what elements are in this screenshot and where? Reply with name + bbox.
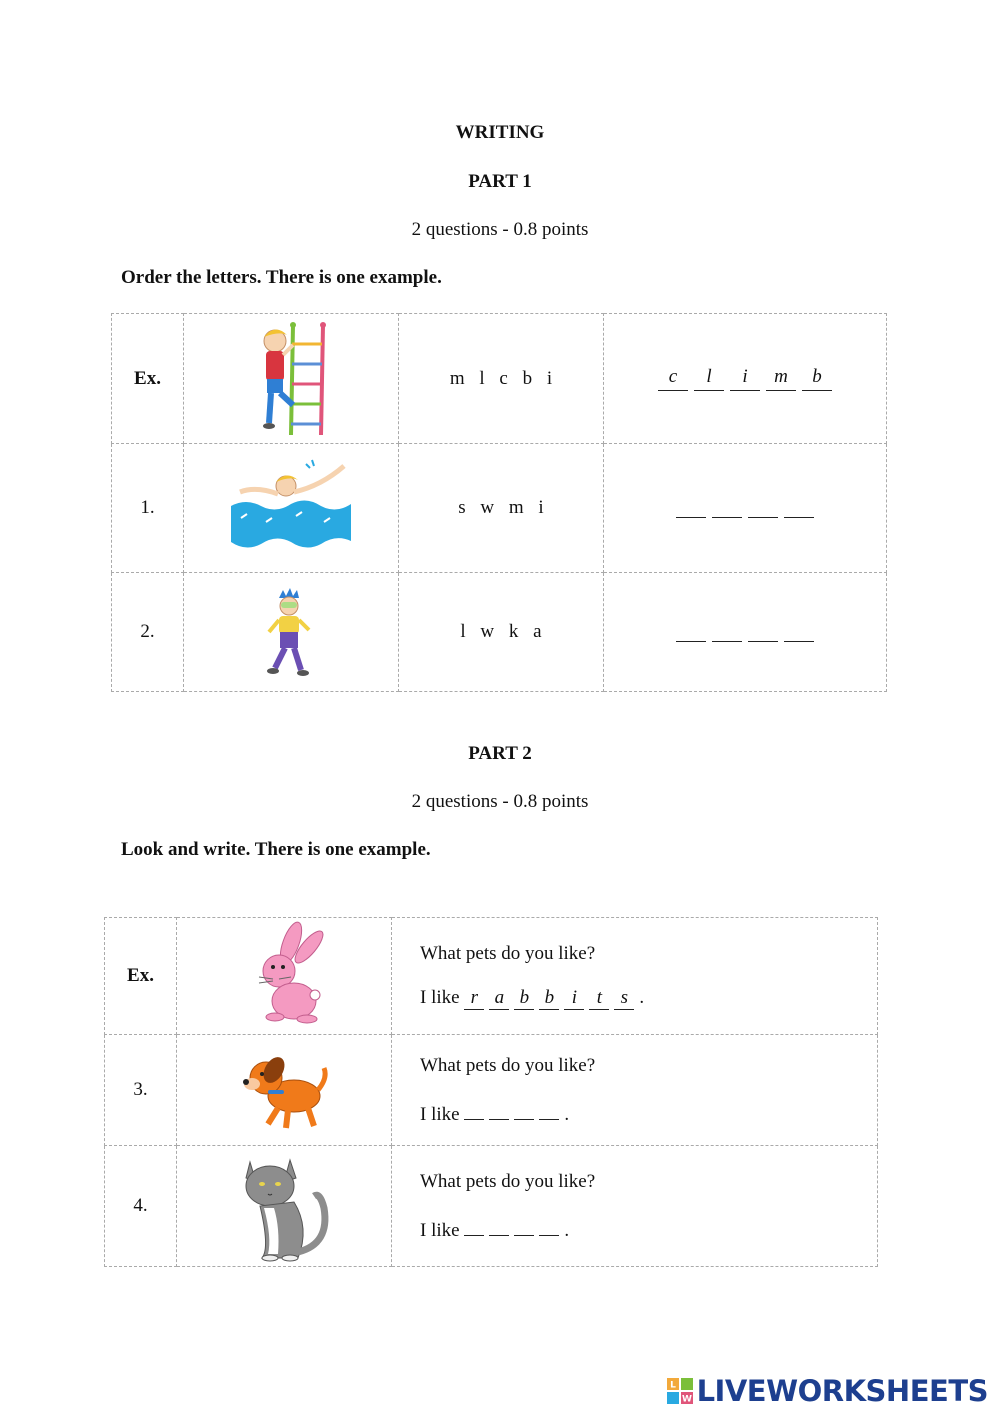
answer-suffix: . bbox=[564, 1103, 570, 1125]
answer-blank[interactable] bbox=[514, 1099, 534, 1120]
answer-blank[interactable] bbox=[489, 1215, 509, 1236]
answer-blank[interactable]: a bbox=[489, 989, 509, 1010]
answer-blanks bbox=[604, 573, 887, 692]
answer-blank[interactable]: l bbox=[694, 366, 724, 391]
row-number: 1. bbox=[112, 444, 184, 573]
question-text: What pets do you like? bbox=[420, 1054, 596, 1076]
answer-blank[interactable] bbox=[514, 1215, 534, 1236]
row-number: 3. bbox=[105, 1035, 177, 1146]
answer-prefix: I like bbox=[420, 1219, 460, 1241]
answer-blank[interactable] bbox=[748, 493, 778, 518]
answer-blank[interactable] bbox=[748, 617, 778, 642]
answer-blank[interactable]: s bbox=[614, 989, 634, 1010]
page-title: WRITING bbox=[455, 122, 545, 143]
part2-heading: PART 2 bbox=[468, 743, 532, 764]
answer-blank[interactable]: i bbox=[730, 366, 760, 391]
answer-blank[interactable]: c bbox=[658, 366, 688, 391]
rabbit-image bbox=[177, 918, 392, 1035]
liveworksheets-logo[interactable] bbox=[667, 1374, 988, 1408]
row-number: 4. bbox=[105, 1146, 177, 1267]
answer-blank[interactable] bbox=[784, 493, 814, 518]
row-number: Ex. bbox=[105, 918, 177, 1035]
answer-blanks bbox=[604, 444, 887, 573]
answer-suffix: . bbox=[639, 986, 645, 1008]
answer-line bbox=[420, 1215, 877, 1242]
cat-image bbox=[177, 1146, 392, 1267]
question-text: What pets do you like? bbox=[420, 1170, 596, 1192]
part2-points: 2 questions - 0.8 points bbox=[411, 791, 589, 812]
part1-table bbox=[111, 313, 887, 692]
answer-prefix: I like bbox=[420, 1103, 460, 1125]
boy-walking-image bbox=[184, 573, 399, 692]
answer-blank[interactable] bbox=[464, 1215, 484, 1236]
part2-instruction: Look and write. There is one example. bbox=[121, 839, 431, 860]
jumbled-letters: m l c b i bbox=[399, 314, 604, 444]
table-row bbox=[105, 918, 878, 1035]
answer-blank[interactable] bbox=[489, 1099, 509, 1120]
question-cell bbox=[392, 1035, 878, 1146]
answer-blank[interactable]: i bbox=[564, 989, 584, 1010]
answer-blanks bbox=[604, 314, 887, 444]
question-text: What pets do you like? bbox=[420, 942, 596, 964]
table-row bbox=[112, 444, 887, 573]
table-row bbox=[105, 1146, 878, 1267]
part1-heading: PART 1 bbox=[468, 171, 532, 192]
answer-blank[interactable] bbox=[539, 1099, 559, 1120]
logo-text: LIVEWORKSHEETS bbox=[696, 1374, 988, 1408]
answer-blank[interactable] bbox=[464, 1099, 484, 1120]
answer-blank[interactable] bbox=[784, 617, 814, 642]
answer-blank[interactable] bbox=[712, 493, 742, 518]
answer-blank[interactable]: b bbox=[539, 989, 559, 1010]
part1-points: 2 questions - 0.8 points bbox=[411, 219, 589, 240]
part2-table bbox=[104, 917, 878, 1267]
boy-climbing-ladder-image bbox=[184, 314, 399, 444]
answer-prefix: I like bbox=[420, 986, 460, 1008]
table-row bbox=[112, 573, 887, 692]
logo-badge-letter: W bbox=[681, 1394, 692, 1404]
answer-line bbox=[420, 987, 877, 1010]
jumbled-letters: s w m i bbox=[399, 444, 604, 573]
row-number: 2. bbox=[112, 573, 184, 692]
part1-instruction: Order the letters. There is one example. bbox=[121, 267, 442, 288]
answer-blank[interactable] bbox=[712, 617, 742, 642]
answer-blank[interactable]: t bbox=[589, 989, 609, 1010]
table-row bbox=[112, 314, 887, 444]
liveworksheets-logo-icon bbox=[667, 1378, 693, 1404]
answer-blank[interactable]: b bbox=[514, 989, 534, 1010]
answer-blank[interactable] bbox=[676, 617, 706, 642]
answer-blank[interactable] bbox=[676, 493, 706, 518]
answer-line bbox=[420, 1099, 877, 1126]
logo-badge-letter: L bbox=[669, 1380, 676, 1391]
answer-blank[interactable]: m bbox=[766, 366, 796, 391]
table-row bbox=[105, 1035, 878, 1146]
jumbled-letters: l w k a bbox=[399, 573, 604, 692]
question-cell bbox=[392, 1146, 878, 1267]
question-cell bbox=[392, 918, 878, 1035]
dog-image bbox=[177, 1035, 392, 1146]
answer-suffix: . bbox=[564, 1219, 570, 1241]
answer-blank[interactable]: r bbox=[464, 989, 484, 1010]
boy-swimming-image bbox=[184, 444, 399, 573]
answer-blank[interactable]: b bbox=[802, 366, 832, 391]
answer-blank[interactable] bbox=[539, 1215, 559, 1236]
row-number: Ex. bbox=[112, 314, 184, 444]
